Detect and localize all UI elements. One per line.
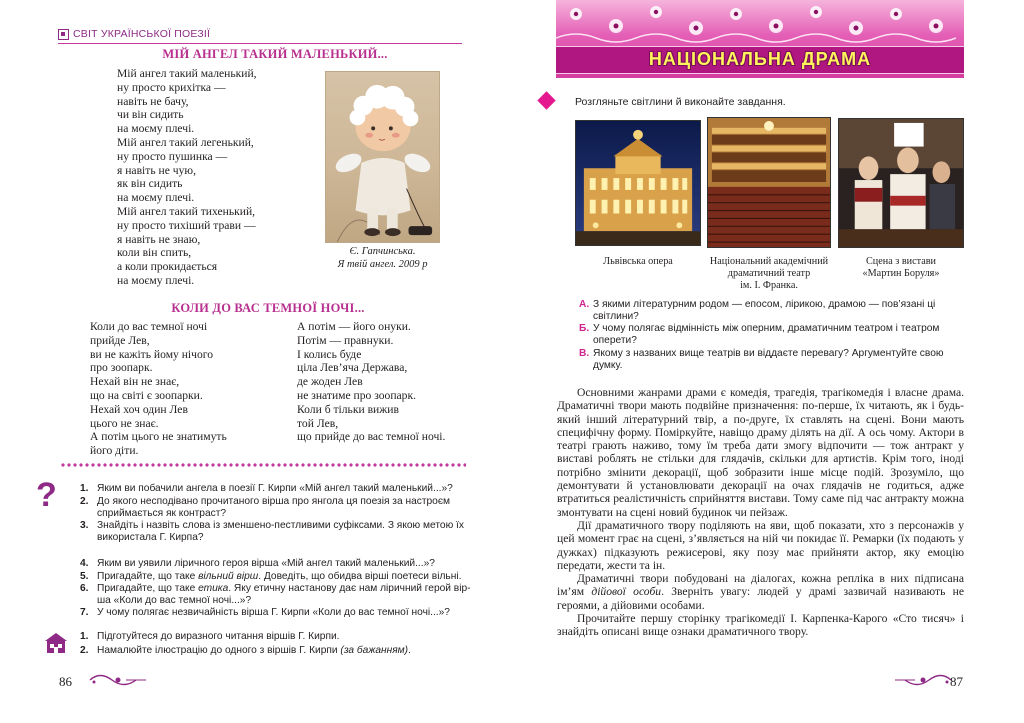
square-bullet-icon <box>58 29 69 40</box>
verse-line: Коли б тільки вижив <box>297 402 399 416</box>
ornament-icon <box>88 673 148 687</box>
franko-theatre-hall-photo <box>707 117 831 248</box>
verse-line: ну просто тихіший трави — <box>117 218 256 232</box>
question-line <box>80 558 435 570</box>
homework-text: . <box>408 645 411 656</box>
caption-line: «Мартин Боруля» <box>862 268 940 279</box>
banner-title: НАЦІОНАЛЬНА ДРАМА <box>648 49 872 69</box>
homework-number: 2. <box>80 645 89 656</box>
emphasis-term: (за бажанням) <box>340 645 409 656</box>
verse-line: Нехай він не знає, <box>90 375 180 389</box>
ornament-icon <box>893 673 953 687</box>
martyn-borulia-scene-photo <box>838 118 964 248</box>
task-instruction: Розгляньте світлини й виконайте завдання. <box>575 96 786 108</box>
verse-line: я навіть не чую, <box>117 163 196 177</box>
question-mark-icon: ? <box>36 476 57 514</box>
paragraph <box>557 572 964 612</box>
question-line <box>80 571 461 583</box>
question-text: У чому полягає незвичайність вірша Г. Кирпи «Коли до вас темної ночі...»? <box>97 607 450 618</box>
verse-line: навіть не бачу, <box>117 94 189 108</box>
question-line <box>80 483 453 495</box>
question-item <box>80 496 450 520</box>
section-header-text: СВІТ УКРАЇНСЬКОЇ ПОЕЗІЇ <box>73 28 211 40</box>
verse-line: на моєму плечі. <box>117 122 195 136</box>
question-text: сприймається як контраст? <box>97 507 227 519</box>
home-icon <box>44 632 68 654</box>
question-text: Яким ви уявили ліричного героя вірша «Мій ангел такий маленький...»? <box>97 558 435 569</box>
question-text: . Яку етичну настанову дає нам ліричний герой вір- <box>228 583 471 594</box>
verse-line: той Лев, <box>297 416 339 430</box>
question-text: До якого несподівано прочитаного вірша про янгола ця поезія за настроєм <box>97 496 451 507</box>
question-line <box>80 607 450 619</box>
task-letter: В. <box>579 348 590 359</box>
verse-line: Нехай хоч один Лев <box>90 402 188 416</box>
question-item <box>80 558 435 570</box>
caption-line: драматичний театр <box>727 268 811 279</box>
homework-text: Намалюйте ілюстрацію до одного з віршів Г. Кирпи <box>97 645 341 656</box>
emphasis-term: дійової особи <box>591 585 662 599</box>
caption-line: Сцена з вистави <box>865 256 936 267</box>
question-item <box>80 583 471 607</box>
caption-line: ім. І. Франка. <box>740 280 798 291</box>
verse-line: Коли до вас темної ночі <box>90 320 208 333</box>
floral-pattern-icon <box>556 0 964 46</box>
question-text: використала Г. Кирпа? <box>97 531 204 543</box>
verse-line: на моєму плечі. <box>117 191 195 205</box>
caption-line: Львівська опера <box>603 256 673 267</box>
verse-line: я навіть не знаю, <box>117 232 201 246</box>
question-item <box>80 607 450 619</box>
diamond-bullet-icon <box>537 91 555 109</box>
verse-line: цього не знає. <box>90 416 159 430</box>
verse-line: не знатиме про зоопарк. <box>297 388 417 402</box>
photo-caption <box>702 256 836 292</box>
homework-text: Підготуйтеся до виразного читання віршів Г. Кирпи. <box>97 631 340 642</box>
poem-title: КОЛИ ДО ВАС ТЕМНОЇ НОЧІ... <box>171 301 365 315</box>
verse-line: про зоопарк. <box>90 361 153 375</box>
question-number: 1. <box>80 483 89 494</box>
poem-text-column-2 <box>297 320 445 444</box>
photo-caption <box>575 256 701 268</box>
question-text: Пригадайте, що таке <box>97 583 199 594</box>
verse-line: прийде Лев, <box>90 333 150 347</box>
question-line <box>80 520 464 532</box>
paragraph-text: . Зверніть увагу: людей у драмі зазвичай називають не героями, а дійовими особами. <box>557 585 964 612</box>
verse-line: ну просто пушинка — <box>117 149 228 163</box>
question-text: . Доведіть, що обидва вірші поетеси вільні. <box>258 571 462 582</box>
poem-text-column-1 <box>90 320 227 458</box>
caption-line: Національний академічний <box>709 256 829 267</box>
lviv-opera-photo <box>575 120 701 246</box>
task-text: Якому з названих вище театрів ви віддаєте перевагу? Аргументуйте свою думку. <box>593 348 944 372</box>
section-banner <box>556 0 964 78</box>
verse-line: ви не кажіть йому нічого <box>90 347 214 361</box>
verse-line: що на світі є зоопарки. <box>90 388 203 402</box>
question-number: 4. <box>80 558 89 569</box>
paragraph: Прочитайте першу сторінку трагікомедії І. Карпенка-Карого «Сто тисяч» і знайдіть описані вище ознаки драматичного твору. <box>557 612 964 639</box>
verse-line: чи він сидить <box>117 108 184 122</box>
paragraph-text: Драматичні твори побудовані на діалогах, кожна репліка в них підписана ім’ям <box>557 572 964 599</box>
homework-item <box>80 645 411 657</box>
homework-number: 1. <box>80 631 89 642</box>
verse-line: Мій ангел такий легенький, <box>117 135 254 149</box>
question-line <box>80 583 471 595</box>
verse-line: де жоден Лев <box>297 375 363 389</box>
task-text: У чому полягає відмінність між оперним, драматичним театром і театром оперети? <box>593 323 940 347</box>
verse-line: коли він спить, <box>117 246 192 260</box>
task-question <box>579 348 969 372</box>
question-number: 6. <box>80 583 89 594</box>
dotted-divider <box>60 462 466 468</box>
task-letter: А. <box>579 299 590 310</box>
verse-line: як він сидить <box>117 177 183 191</box>
verse-line: Потім — правнуки. <box>297 333 394 347</box>
question-number: 2. <box>80 496 89 507</box>
verse-line: його діти. <box>90 444 139 458</box>
verse-line: ціла Лев’яча Держава, <box>297 361 408 375</box>
homework-item <box>80 631 340 643</box>
question-item <box>80 483 453 495</box>
verse-line: що прийде до вас темної ночі. <box>297 430 446 444</box>
task-question <box>579 299 969 323</box>
question-text: ша «Коли до вас темної ночі...»? <box>97 594 252 606</box>
emphasis-term: етика <box>198 583 229 594</box>
question-text: Знайдіть і назвіть слова із зменшено-пестливими суфіксами. З якою метою їх <box>97 520 464 531</box>
poem-title: МІЙ АНГЕЛ ТАКИЙ МАЛЕНЬКИЙ... <box>162 47 388 61</box>
task-text: З якими літературним родом — епосом, лірикою, драмою — пов’язані ці світлини? <box>593 299 936 323</box>
task-question <box>579 323 969 347</box>
angel-painting <box>325 71 440 243</box>
verse-line: Мій ангел такий маленький, <box>117 67 257 80</box>
question-number: 5. <box>80 571 89 582</box>
question-number: 7. <box>80 607 89 618</box>
caption-line: Є. Гапчинська. <box>349 246 416 257</box>
question-text: Яким ви побачили ангела в поезії Г. Кирпи «Мій ангел такий маленький...»? <box>97 483 453 494</box>
page-number: 87 <box>950 674 963 689</box>
poem-text <box>117 67 257 288</box>
caption-line: Я твій ангел. 2009 р <box>337 259 428 270</box>
verse-line: Мій ангел такий тихенький, <box>117 204 256 218</box>
task-letter: Б. <box>579 323 590 334</box>
section-header <box>58 27 462 44</box>
question-item <box>80 571 461 583</box>
question-number: 3. <box>80 520 89 531</box>
page-number: 86 <box>59 674 72 689</box>
verse-line: А потім — його онуки. <box>297 320 411 333</box>
question-line <box>80 496 450 508</box>
verse-line: ну просто крихітка — <box>117 80 226 94</box>
body-text <box>557 386 964 639</box>
photo-caption <box>838 256 964 280</box>
paragraph: Дії драматичного твору поділяють на яви, щоб показати, хто з персонажів у цей момент грає на сцені, з’являється на ній чи покидає її. Ремарки (їх подають у дужках) підказують режисерові, яку позу має прийняти актор, яку емоцію передати, жести та ін. <box>557 518 964 572</box>
question-text: Пригадайте, що таке <box>97 571 199 582</box>
verse-line: І колись буде <box>297 347 362 361</box>
verse-line: а коли прокидається <box>117 260 218 274</box>
verse-line: на моєму плечі. <box>117 273 195 287</box>
paragraph: Основними жанрами драми є комедія, трагедія, трагікомедія і власне драма. Драматичні твори мають подвійне призначення: по-перше, їх читають, як і будь-який інший літературний твір, а по-друге, їх ставлять на сцені. Вони мають специфічну форму. Поміркуйте, навіщо драму ділять на дії. А ось чому. Актори в театрі грають наживо, тому їм треба дати змогу відпочити — тож антракт у виставі роблять не стільки для глядачів, скільки для артистів. Крім того, іноді потрібно змінити декорації, щоб зобразити інше місце подій. Зрозуміло, що демонтувати й установлювати декорації на очах глядачів не годиться, адже втратиться реалістичність сприйняття вистави. Тому саме під час антракту можна змонтувати на сцені новий будинок чи пейзаж. <box>557 386 964 519</box>
painting-caption <box>315 245 450 271</box>
verse-line: А потім цього не знатимуть <box>90 430 227 444</box>
emphasis-term: вільний вірш <box>198 571 259 582</box>
question-item <box>80 520 464 544</box>
